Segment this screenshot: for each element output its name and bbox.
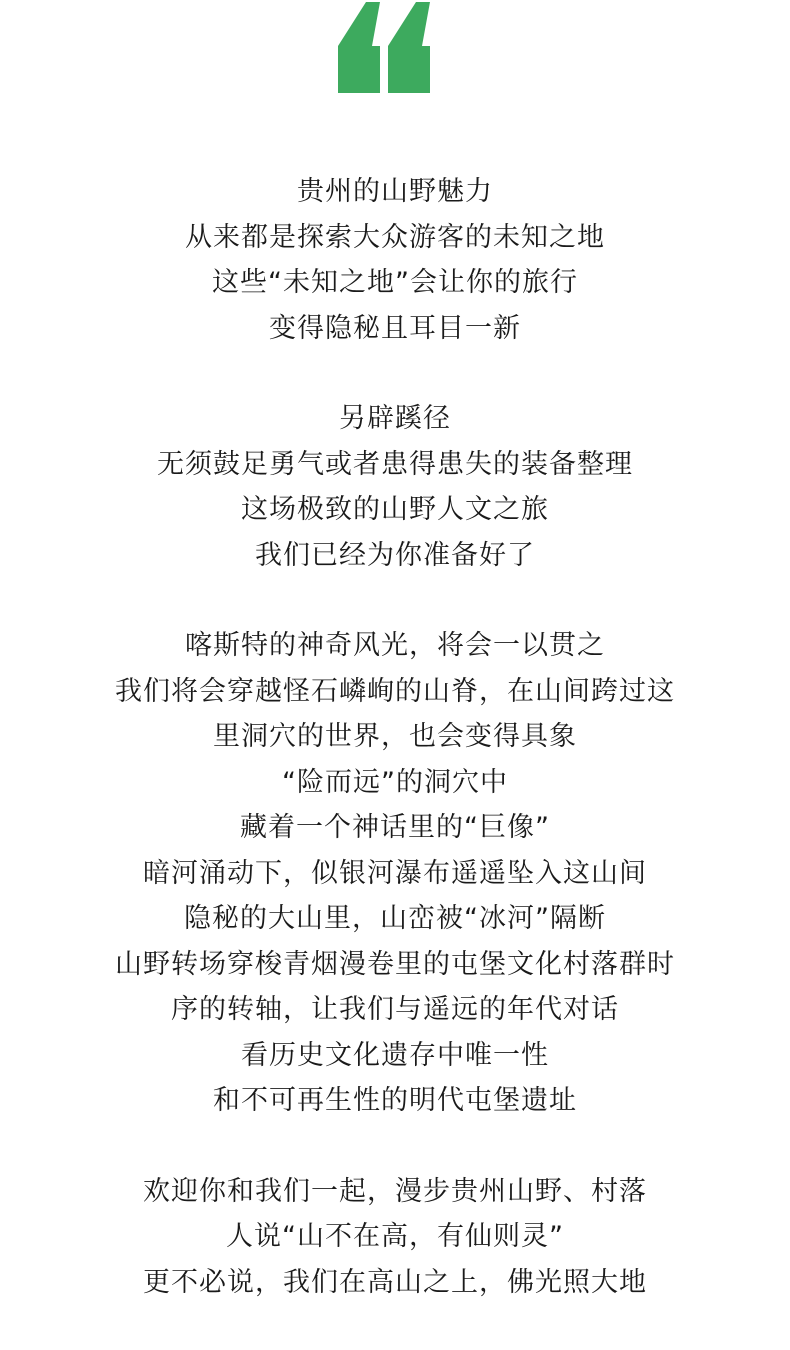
poem-line: 隐秘的大山里，山峦被“冰河”隔断 [184,903,606,934]
poem-line: 山野转场穿梭青烟漫卷里的屯堡文化村落群时 [115,948,675,980]
poem-line: 暗河涌动下，似银河瀑布遥遥坠入这山间 [143,857,647,889]
stanza [0,396,790,578]
poem-line: 变得隐秘且耳目一新 [269,312,521,344]
quote-icon [336,0,436,95]
quote-mark-area [0,0,790,100]
poem-line: 更不必说，我们在高山之上，佛光照大地 [143,1266,647,1298]
stanza [0,623,790,1124]
poem-line: 欢迎你和我们一起，漫步贵州山野、村落 [143,1175,647,1207]
poem-line: 我们将会穿越怪石嶙峋的山脊，在山间跨过这 [115,675,675,707]
poem-line: 贵州的山野魅力 [297,176,493,207]
stanza [0,1169,790,1306]
poem-line: 人说“山不在高，有仙则灵” [226,1221,564,1252]
poem-line: 另辟蹊径 [339,403,451,434]
poem-line: 我们已经为你准备好了 [255,539,535,571]
poem-line: 看历史文化遗存中唯一性 [241,1039,549,1071]
stanza [0,169,790,351]
poem-line: 无须鼓足勇气或者患得患失的装备整理 [157,448,633,480]
poem-line: 这场极致的山野人文之旅 [241,494,549,525]
poem-line: 这些“未知之地”会让你的旅行 [212,267,578,298]
poem-line: 里洞穴的世界，也会变得具象 [213,721,577,752]
poem-line: 和不可再生性的明代屯堡遗址 [213,1085,577,1116]
poem-body [0,169,790,1350]
poem-line: 序的转轴，让我们与遥远的年代对话 [171,994,619,1025]
poem-line: “险而远”的洞穴中 [282,766,508,798]
poem-line: 喀斯特的神奇风光，将会一以贯之 [185,630,605,661]
poem-line: 从来都是探索大众游客的未知之地 [185,221,605,253]
poem-line: 藏着一个神话里的“巨像” [240,812,550,843]
